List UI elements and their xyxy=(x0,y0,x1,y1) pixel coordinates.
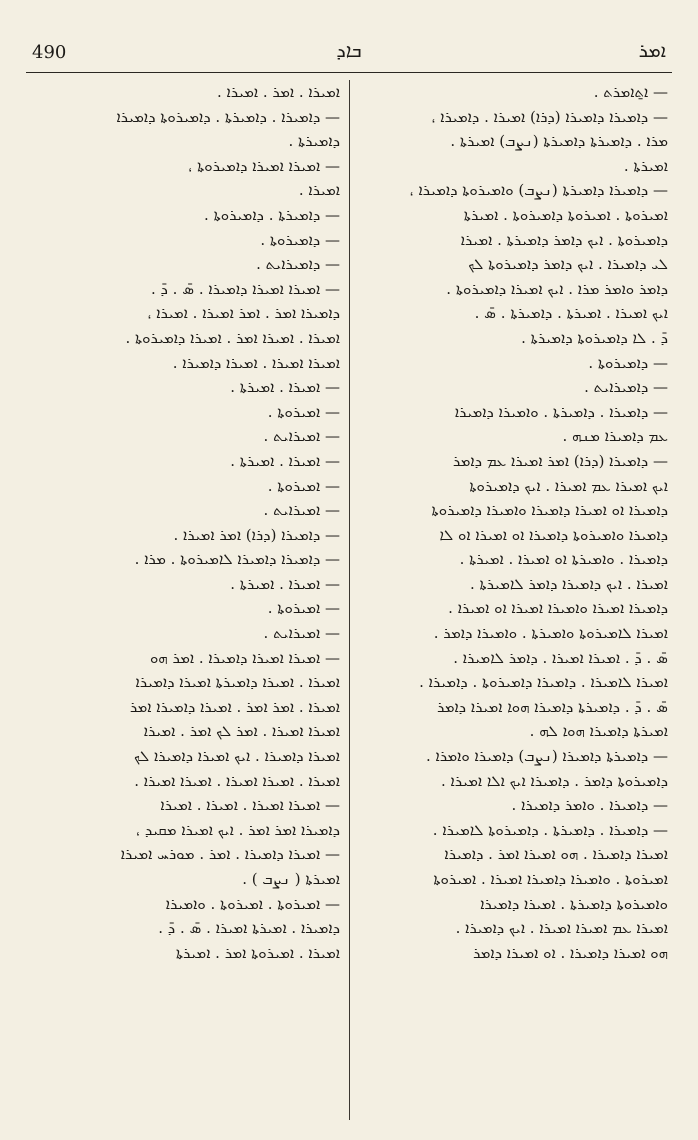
text-line: ܘܐܡܝܪܘܬܐ ܕܐܡܝܪܬܐ . ܐܡܝܪܐ ܕܐܡܝܪܐ xyxy=(480,894,668,913)
text-line: — ܕܐܡܝܪܐ (ܕܪܐ) ܐܡܪ ܐܡܝܪܐ . xyxy=(173,525,340,544)
text-line: — ܐܡܝܪܐ . ܐܡܝܪܬܐ . xyxy=(230,378,340,397)
text-line: ܕܐܡܝܪܐ ܐܡܪ . ܐܡܪ ܐܡܝܪܐ . ܐܡܝܪܐ ، xyxy=(147,304,340,323)
text-line: — ܐܡܝܪܐ ܐܡܝܪܐ ܕܐܡܝܪܐ . ܣ̄ . ܕ̄ . xyxy=(150,279,340,298)
header-rule xyxy=(26,72,672,73)
text-line: ܕܐܡܝܪܐ ܐܡܝܪܐ ܘܐܡܝܪܐ ܐܡܝܪܐ ܐܘ ܐܡܝܪܐ . xyxy=(448,599,668,618)
text-line: — ܐܡܝܪܐ ܐܡܝܪܐ ܕܐܡܝܪܐ . ܐܡܪ ܗܘ xyxy=(149,648,340,667)
text-line: — ܐܡܝܪܘܬܐ . xyxy=(267,476,340,495)
text-line: — ܕܐܡܝܪܐ . ܘܐܡܪ ܕܐܡܝܪܐ . xyxy=(511,796,668,815)
text-line: — ܕܐܡܝܪܐ . ܕܐܡܝܪܬܐ . ܕܐܡܝܪܘܬܐ ܠܐܡܝܪܐ . xyxy=(432,820,668,839)
left-column xyxy=(34,80,340,1120)
text-line: ܐܡܝܪܬܐ . xyxy=(623,156,668,175)
text-line: ܐܝܟ ܐܡܝܪܐ . ܐܡܝܪܬܐ . ܕܐܡܝܪܬܐ . ܣ̄ . xyxy=(474,304,668,323)
running-title: ܒܐܕ xyxy=(336,40,362,62)
text-line: ܐܡܝܪܐ . xyxy=(298,181,340,200)
text-line: ܐܡܝܪܐ ܐܡܝܪܐ . ܐܡܝܪܐ ܕܐܡܝܪܐ . xyxy=(172,353,340,372)
text-line: ܐܡܝܪܐ . ܐܡܪ ܐܡܪ . ܐܡܝܪܐ ܕܐܡܝܪܐ ܐܡܪ xyxy=(129,697,340,716)
text-line: — ܕܐܡܝܪܐ ܕܐܡܝܪܐ ܠܐܡܝܪܘܬܐ . ܡܪܐ . xyxy=(134,550,340,569)
text-line: — ܐܡܝܪܐ ܐܡܝܪܐ ܕܐܡܝܪܘܬܐ ، xyxy=(188,156,340,175)
column-divider xyxy=(349,80,350,1120)
text-line: — ܕܐܡܝܪܐ ܕܐܡܝܪܬܐ (ܢܨܒ) ܘܐܡܝܪܘܬܐ ܕܐܡܝܪܐ ، xyxy=(409,181,668,200)
text-line: — ܐܡܝܪܘܬܐ . xyxy=(267,599,340,618)
text-line: — ܕܐܡܝܪܐܝܬ . xyxy=(584,378,668,397)
text-line: ܐܡܝܪܘܬܐ . ܐܡܝܪܘܬܐ ܕܐܡܝܪܘܬܐ . ܐܡܝܪܬܐ xyxy=(463,205,668,224)
text-line: ܕܐܡܝܪܐ . ܐܡܝܪܬܐ ܐܡܝܪܐ . ܣ̄ . ܕ̄ . xyxy=(158,919,340,938)
text-line: ܐܡܝܪܐ . ܐܡܝܪܘܬܐ ܐܡܪ . ܐܡܝܪܬܐ xyxy=(175,943,340,962)
text-line: ܕܐܡܝܪܐ ܐܡܪ ܐܡܪ . ܐܝܟ ܐܡܝܪܐ ܡܩܝܕ ، xyxy=(135,820,340,839)
right-column xyxy=(362,80,668,1120)
text-line: ܕܐܡܝܪܐ ܘܐܡܝܪܘܬܐ ܕܐܡܝܪܐ ܐܘ ܐܡܝܪܐ ܐܘ ܠܐ xyxy=(439,525,668,544)
text-line: ܐܡܝܪܐ . ܐܡܪ . ܐܡܝܪܐ . xyxy=(216,83,340,101)
text-line: ܐܡܝܪܐ . ܐܝܟ ܕܐܡܝܪܐ ܕܐܡܪ ܠܐܡܝܪܬܐ . xyxy=(469,574,668,593)
text-line: — ܕܐܡܝܪܘܬܐ . xyxy=(260,230,340,249)
text-line: ܕܐܡܝܪܬܐ . xyxy=(288,132,340,151)
text-line: — ܕܐܡܝܪܐ ܕܐܡܝܪܐ (ܕܪܐ) ܐܡܝܪܐ . ܕܐܡܝܪܐ ، xyxy=(431,107,668,126)
text-line: — ܐܡܝܪܐܝܬ . xyxy=(263,624,340,643)
text-line: — ܕܐܡܝܪܬܐ ܕܐܡܝܪܐ (ܢܨܒ) ܕܐܡܝܪܐ ܘܐܡܪܐ . xyxy=(426,747,668,766)
text-line: ܕܐܡܝܪܐ ܐܘ ܐܡܝܪܐ ܕܐܡܝܪܐ ܘܐܡܝܪܐ ܕܐܡܝܪܘܬܐ xyxy=(431,501,668,520)
text-line: — ܐܡܝܪܐ . ܐܡܝܪܬܐ . xyxy=(230,451,340,470)
text-line: ܕܐܡܝܪܐ . ܘܐܡܝܪܬܐ ܐܘ ܐܡܝܪܐ . ܐܡܝܪܬܐ . xyxy=(459,550,668,569)
text-line: ܐܡܝܪܐ ܕܐܡܝܪܐ . ܐܝܟ ܐܡܝܪܐ ܕܐܡܝܪܐ ܠܟ xyxy=(134,747,340,766)
text-line: — ܐܡܝܪܐ . ܐܡܝܪܬܐ . xyxy=(230,574,340,593)
text-line: ܥܡ ܕܐܡܝܪܐ ܡܢܗ . xyxy=(562,427,668,446)
text-line: ܐܡܝܪܐ ܠܐܡܝܪܘܬܐ ܘܐܡܝܪܬܐ . ܘܐܡܝܪܐ ܕܐܡܪ . xyxy=(433,624,668,643)
text-line: ܐܡܝܪܐ ܥܡ ܐܡܝܪܐ ܐܡܝܪܐ . ܐܝܟ ܕܐܡܝܪܐ . xyxy=(455,919,668,938)
page-header xyxy=(26,40,672,70)
text-line: ܐܡܝܪܐ . ܐܡܝܪܐ ܕܐܡܝܪܬܐ ܐܡܝܪܐ ܕܐܡܝܪܐ xyxy=(135,673,340,692)
text-line: ܗܘ ܐܡܝܪܐ ܕܐܡܝܪܐ . ܐܘ ܐܡܝܪܐ ܕܐܡܪ xyxy=(472,943,668,962)
text-line: — ܕܐܡܝܪܐܝܬ . xyxy=(256,255,340,274)
text-line: ܐܡܝܪܘܬܐ . ܘܐܡܝܪܐ ܕܐܡܝܪܐ ܐܡܝܪܐ . ܐܡܝܪܘܬܐ xyxy=(433,870,668,888)
text-line: ܕ̄ . ܠܐ ܕܐܡܝܪܘܬܐ ܕܐܡܝܪܬܐ . xyxy=(521,328,668,347)
text-line: ܠܝ ܕܐܡܝܪܐ . ܐܝܟ ܕܐܡܪ ܕܐܡܝܪܘܬܐ ܠܟ xyxy=(468,255,668,274)
text-line: ܐܡܝܪܐ ܕܐܡܝܪܐ . ܗܘ ܐܡܝܪܐ ܐܡܪ . ܕܐܡܝܪܐ xyxy=(444,845,668,864)
text-line: ܐܝܟ ܐܡܝܪܐ ܥܡ ܐܡܝܪܐ . ܐܝܟ ܕܐܡܝܪܘܬܐ xyxy=(469,476,668,495)
text-line: ܕܐܡܝܪܘܬܐ . ܐܝܟ ܕܐܡܪ ܕܐܡܝܪܬܐ . ܐܡܝܪܐ xyxy=(460,230,668,249)
page-headword: ܐܡܪ xyxy=(638,40,666,62)
text-line: — ܐܡܝܪܘܬܐ . ܐܡܝܪܘܬܐ . ܘܐܡܝܪܐ xyxy=(165,894,340,913)
page-number: 490 xyxy=(32,42,67,63)
text-line: — ܕܐܡܝܪܬܐ . ܕܐܡܝܪܘܬܐ . xyxy=(204,205,340,224)
text-line: — ܐܡܝܪܐ ܐܡܝܪܐ . ܐܡܝܪܐ . ܐܡܝܪܐ xyxy=(160,796,340,815)
text-line: — ܕܐܡܝܪܐ (ܕܪܐ) ܐܡܪ ܐܡܝܪܐ ܥܡ ܕܐܡܪ xyxy=(452,451,668,470)
text-line: ܐܡܝܪܐ . ܐܡܝܪܐ ܐܡܪ . ܐܡܝܪܐ ܕܐܡܝܪܘܬܐ . xyxy=(125,328,340,347)
text-line: ܣ̄ . ܕ̄ . ܕܐܡܝܪܬܐ ܕܐܡܝܪܐ ܗܘܐ ܐܡܝܪܐ ܕܐܡܪ xyxy=(437,697,668,716)
text-line: ܣ̄ . ܕ̄ . ܐܡܝܪܐ ܐܡܝܪܐ . ܕܐܡܪ ܠܐܡܝܪܐ . xyxy=(453,648,668,667)
text-line: — ܐܡܝܪܘܬܐ . xyxy=(267,402,340,421)
text-line: — ܐܡܝܪܐܝܬ . xyxy=(263,427,340,446)
text-line: — ܕܐܡܝܪܐ . ܕܐܡܝܪܬܐ . ܕܐܡܝܪܘܬܐ ܕܐܡܝܪܐ xyxy=(116,107,340,126)
text-line: ܕܐܡܝܪܘܬܐ ܕܐܡܪ . ܕܐܡܝܪܐ ܐܝܟ ܐܠܐ ܐܡܝܪܐ . xyxy=(440,771,668,790)
text-line: ܡܪܐ . ܕܐܡܝܪܬܐ ܕܐܡܝܪܬܐ (ܢܨܒ) ܐܡܝܪܬܐ . xyxy=(450,132,668,151)
text-line: — ܐܡܝܪܐܝܬ . xyxy=(263,501,340,520)
text-line: — ܐ̱ܬܐܡܪܬ . xyxy=(593,83,668,101)
text-line: ܐܡܝܪܬܐ ܕܐܡܝܪܐ ܗܘܐ ܠܗ . xyxy=(529,722,668,741)
text-line: ܐܡܝܪܐ ܠܐܡܝܪܐ . ܕܐܡܝܪܐ ܕܐܡܝܪܘܬܐ . ܕܐܡܝܪܐ . xyxy=(419,673,668,692)
text-line: — ܐܡܝܪܐ ܕܐܡܝܪܐ . ܐܡܪ . ܡܘܪܚ ܐܡܝܪܐ xyxy=(120,845,340,864)
text-line: — ܕܐܡܝܪܘܬܐ . xyxy=(588,353,668,372)
text-line: ܕܐܡܪ ܘܐܡܪ ܡܪܐ . ܐܝܟ ܐܡܝܪܐ ܕܐܡܝܪܘܬܐ . xyxy=(446,279,668,298)
text-line: ܐܡܝܪܬܐ ( ܢܨܒ ) . xyxy=(242,870,340,888)
text-line: — ܕܐܡܝܪܐ . ܕܐܡܝܪܬܐ . ܘܐܡܝܪܐ ܕܐܡܝܪܐ xyxy=(454,402,668,421)
text-line: ܐܡܝܪܐ ܐܡܝܪܐ . ܐܡܪ ܠܟ ܐܡܪ . ܐܡܝܪܐ xyxy=(143,722,340,741)
text-line: ܐܡܝܪܐ . ܐܡܝܪܐ ܐܡܝܪܐ . ܐܡܝܪܐ ܐܡܝܪܐ . xyxy=(134,771,340,790)
